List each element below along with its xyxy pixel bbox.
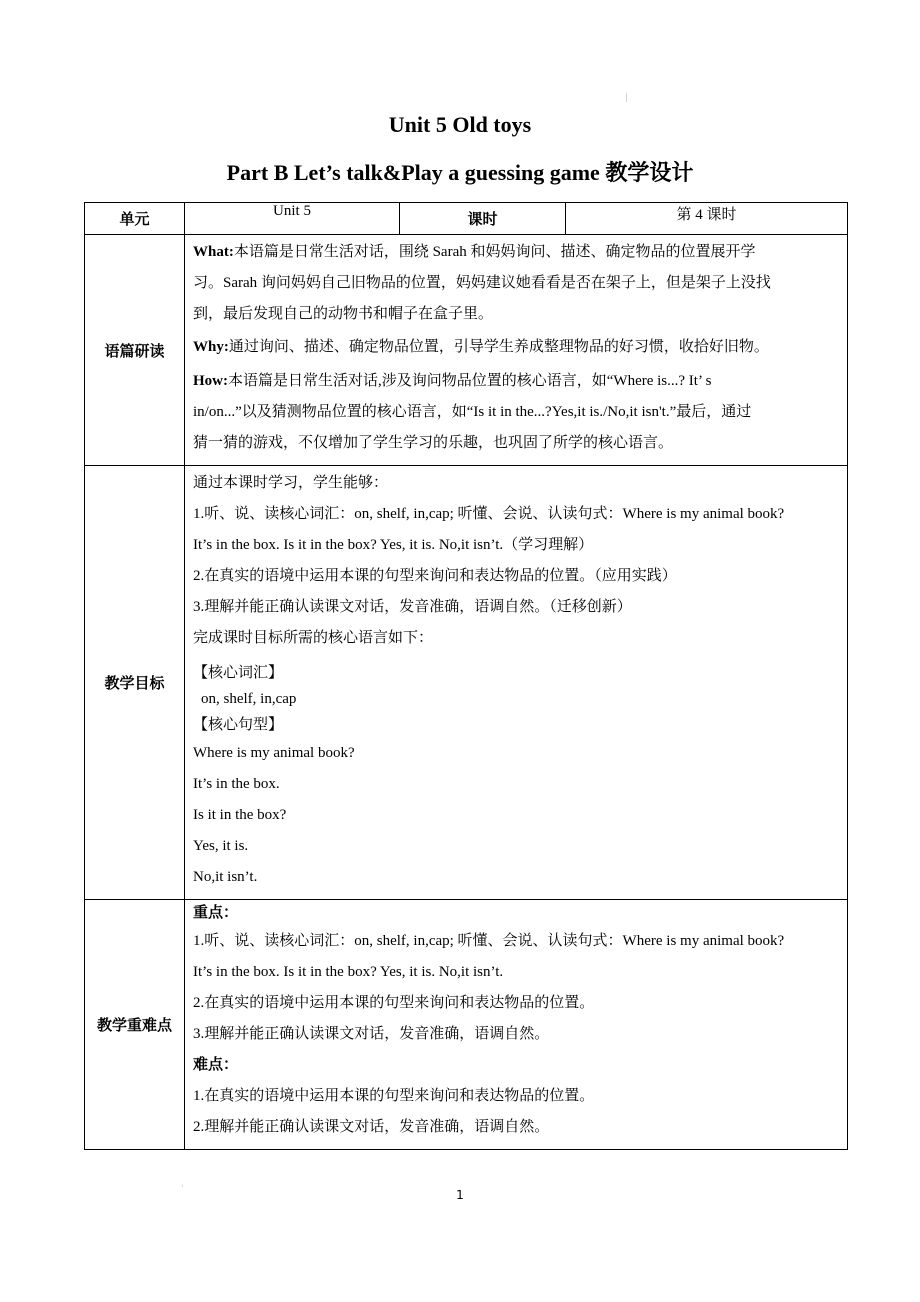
reading-label: 语篇研读 <box>85 235 185 466</box>
reading-row <box>85 235 848 466</box>
reading-content <box>185 235 848 466</box>
key-points-label: 教学重难点 <box>85 900 185 1150</box>
core-sentence: No,it isn’t. <box>193 869 258 885</box>
objectives-content <box>185 466 848 900</box>
unit-label: 单元 <box>85 203 185 235</box>
vocab-text: on, shelf, in,cap <box>201 691 297 707</box>
objectives-label: 教学目标 <box>85 466 185 900</box>
key-item: 3.理解并能正确认读课文对话，发音准确，语调自然。 <box>193 1026 550 1042</box>
page-number: 1 <box>456 1188 464 1202</box>
core-sentence: Is it in the box? <box>193 807 287 823</box>
objective-item: 2.在真实的语境中运用本课的句型来询问和表达物品的位置。（应用实践） <box>193 568 677 584</box>
lesson-value: 第 4 课时 <box>566 203 848 235</box>
lesson-label: 课时 <box>400 203 566 235</box>
key-item: 2.在真实的语境中运用本课的句型来询问和表达物品的位置。 <box>193 995 595 1011</box>
key-points-content <box>185 900 848 1150</box>
objectives-row <box>85 466 848 900</box>
why-tag: Why: <box>193 339 229 355</box>
core-language-intro: 完成课时目标所需的核心语言如下： <box>193 630 434 646</box>
core-sentence: Yes, it is. <box>193 838 249 854</box>
difficult-heading: 难点： <box>193 1057 239 1073</box>
how-line: in/on...”以及猜测物品位置的核心语言，如“Is it in the...?Yes,it is./No,it isn't.”最后，通过 <box>193 404 752 420</box>
what-line: 本语篇是日常生活对话，围绕 Sarah 和妈妈询问、描述、确定物品的位置展开学 <box>233 244 756 260</box>
header-mark: | <box>625 93 629 103</box>
core-sentence: It’s in the box. <box>193 776 280 792</box>
core-sentence: Where is my animal book? <box>193 745 355 761</box>
what-tag: What: <box>193 244 234 260</box>
what-line: 到，最后发现自己的动物书和帽子在盒子里。 <box>193 306 494 322</box>
page-title: Unit 5 Old toys <box>388 112 532 137</box>
lesson-plan-table <box>84 202 848 1150</box>
vocab-heading: 【核心词汇】 <box>193 665 284 681</box>
how-tag: How: <box>193 373 228 389</box>
key-item: 1.听、说、读核心词汇：on, shelf, in,cap; 听懂、会说、认读句式：Where is my animal book? <box>193 933 785 949</box>
footer-mark: ' <box>181 1184 184 1194</box>
sentence-heading: 【核心句型】 <box>193 717 284 733</box>
how-line: 本语篇是日常生活对话,涉及询问物品位置的核心语言，如“Where is...? It’ s <box>228 373 712 389</box>
what-line: 习。Sarah 询问妈妈自己旧物品的位置，妈妈建议她看看是否在架子上，但是架子上没找 <box>193 275 771 291</box>
key-item: It’s in the box. Is it in the box? Yes, it is. No,it isn’t. <box>193 964 504 980</box>
key-heading: 重点： <box>193 905 239 921</box>
objective-item: 3.理解并能正确认读课文对话，发音准确，语调自然。（迁移创新） <box>193 599 632 615</box>
difficult-item: 2.理解并能正确认读课文对话，发音准确，语调自然。 <box>193 1119 550 1135</box>
unit-row <box>85 203 848 235</box>
key-points-row <box>85 900 848 1150</box>
objective-item: 1.听、说、读核心词汇：on, shelf, in,cap; 听懂、会说、认读句式：Where is my animal book? <box>193 506 785 522</box>
how-line: 猜一猜的游戏，不仅增加了学生学习的乐趣，也巩固了所学的核心语言。 <box>193 435 674 451</box>
unit-value: Unit 5 <box>185 203 400 235</box>
objective-item: It’s in the box. Is it in the box? Yes, it is. No,it isn’t.（学习理解） <box>193 537 594 553</box>
difficult-item: 1.在真实的语境中运用本课的句型来询问和表达物品的位置。 <box>193 1088 595 1104</box>
objectives-intro: 通过本课时学习，学生能够： <box>193 475 389 491</box>
why-text: 通过询问、描述、确定物品位置，引导学生养成整理物品的好习惯，收拾好旧物。 <box>228 339 769 355</box>
page-subtitle: Part B Let’s talk&Play a guessing game 教学设计 <box>226 160 694 185</box>
